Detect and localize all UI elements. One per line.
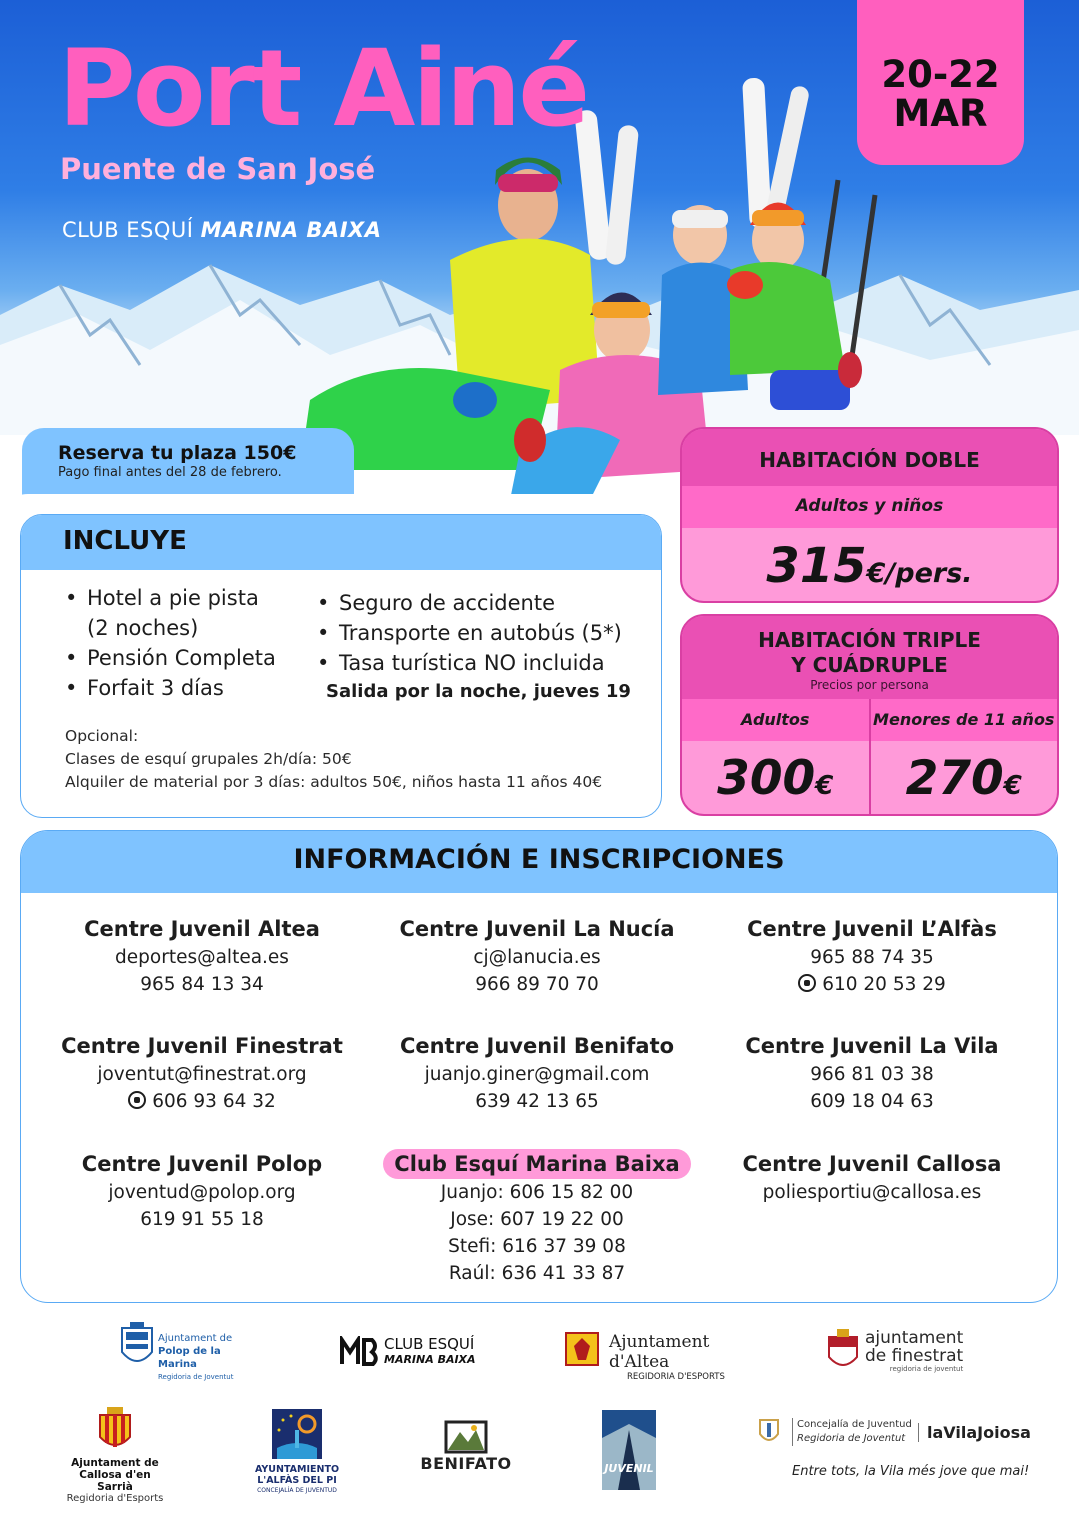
centre-phone[interactable]: 966 81 03 38: [810, 1064, 934, 1085]
triple-heading-line2: Y CUÁDRUPLE: [791, 653, 948, 677]
whatsapp-icon: [798, 974, 816, 992]
logo-text: BENIFATO: [420, 1454, 512, 1473]
la-vila-crest-icon: [758, 1418, 780, 1446]
logo-text: de finestrat: [865, 1346, 964, 1366]
date-days: 20-22: [881, 53, 1000, 96]
currency: €: [815, 771, 834, 801]
doble-heading: HABITACIÓN DOBLE: [682, 429, 1057, 486]
logo-text: Polop de la Marina: [158, 1346, 221, 1370]
kids-price: [871, 741, 1058, 816]
centre-phone[interactable]: 965 88 74 35: [810, 947, 934, 968]
centre-la-nucia: [364, 914, 710, 998]
triple-note: Precios por persona: [810, 678, 929, 692]
contact-phone[interactable]: Juanjo: 606 15 82 00: [440, 1182, 634, 1203]
logo-text: Ajuntament d'Altea: [609, 1332, 710, 1372]
info-panel: [20, 830, 1058, 1303]
centre-name: Centre Juvenil Altea: [84, 917, 320, 941]
whatsapp-number: 610 20 53 29: [822, 974, 946, 995]
logo-altea: [565, 1332, 755, 1382]
logo-text: Callosa d'en Sarrià: [79, 1469, 151, 1493]
triple-prices-row: [682, 741, 1057, 816]
callosa-shield-icon: [97, 1407, 133, 1453]
club-prefix: CLUB ESQUÍ: [62, 218, 194, 242]
logo-text: ajuntament: [865, 1328, 964, 1348]
contact-phone[interactable]: Stefi: 616 37 39 08: [448, 1236, 626, 1257]
incluye-panel: [20, 514, 662, 818]
page-title: Port Ainé: [58, 27, 588, 150]
club-name: MARINA BAIXA: [200, 218, 382, 242]
logo-callosa: [60, 1407, 170, 1504]
centre-finestrat: [29, 1031, 375, 1115]
incluye-heading: INCLUYE: [21, 515, 661, 570]
opcional-block: [65, 725, 602, 794]
centre-name: Centre Juvenil La Vila: [745, 1034, 999, 1058]
centre-phone[interactable]: 609 18 04 63: [810, 1091, 934, 1112]
logo-text: Regidoria de Joventut: [797, 1433, 906, 1444]
logo-centre-juvenil: [592, 1410, 666, 1490]
logo-club-esqui: [340, 1333, 480, 1369]
habitacion-triple-card: [680, 614, 1059, 816]
list-item: • Forfait 3 días: [65, 673, 325, 703]
contact-phone[interactable]: Raúl: 636 41 33 87: [448, 1263, 626, 1284]
centre-whatsapp[interactable]: [29, 1088, 375, 1115]
page-subtitle: Puente de San José: [60, 152, 376, 186]
juvenil-building-icon: [592, 1410, 666, 1490]
centre-club-esqui: [364, 1149, 710, 1287]
centre-whatsapp[interactable]: [699, 971, 1045, 998]
adults-label: Adultos: [682, 699, 871, 741]
opcional-label: Opcional:: [65, 727, 139, 745]
logo-text: Concejalía de Juventud: [797, 1419, 912, 1430]
centre-name: Centre Juvenil Finestrat: [61, 1034, 343, 1058]
list-item: • Seguro de accidente: [317, 588, 657, 618]
benifato-landscape-icon: [436, 1418, 496, 1454]
date-badge: [857, 0, 1024, 165]
logo-text: REGIDORIA D'ESPORTS: [627, 1372, 725, 1382]
incluye-list-1: [65, 583, 325, 703]
centre-name: Centre Juvenil L’Alfàs: [747, 917, 997, 941]
info-heading: INFORMACIÓN E INSCRIPCIONES: [21, 831, 1057, 893]
centre-benifato: [364, 1031, 710, 1115]
logo-alfas: [248, 1408, 346, 1494]
list-item: • Pensión Completa: [65, 643, 325, 673]
centre-la-vila: [699, 1031, 1045, 1115]
centre-email[interactable]: joventud@polop.org: [108, 1182, 296, 1203]
kids-price-value: 270: [905, 751, 1004, 806]
logo-polop: [120, 1322, 255, 1381]
kids-label: Menores de 11 años: [871, 699, 1058, 741]
contact-phone[interactable]: Jose: 607 19 22 00: [450, 1209, 624, 1230]
logo-text: Regidoria d'Esports: [66, 1493, 164, 1504]
logo-finestrat: [825, 1327, 975, 1375]
centre-phone[interactable]: 966 89 70 70: [475, 974, 599, 995]
finestrat-shield-icon: [825, 1327, 861, 1373]
doble-price: [682, 528, 1057, 594]
opcional-line: Alquiler de material por 3 días: adultos 50€, niños hasta 11 años 40€: [65, 773, 603, 791]
logo-text: CLUB ESQUÍ: [384, 1335, 475, 1353]
doble-sub: Adultos y niños: [682, 486, 1057, 528]
whatsapp-number: 606 93 64 32: [152, 1091, 276, 1112]
centre-phone[interactable]: 639 42 13 65: [475, 1091, 599, 1112]
logo-slogan: Entre tots, la Vila més jove que mai!: [792, 1464, 1030, 1479]
logo-text: L'ALFÀS DEL PI: [257, 1475, 337, 1486]
centre-polop: [29, 1149, 375, 1233]
date-month: MAR: [893, 91, 988, 135]
altea-crest-icon: [565, 1332, 599, 1366]
centre-name: Centre Juvenil La Nucía: [399, 917, 675, 941]
mb-monogram-icon: [340, 1336, 380, 1366]
centre-name: Centre Juvenil Callosa: [742, 1152, 1002, 1176]
logo-text: laVilaJoiosa: [918, 1423, 1031, 1442]
logo-text: Ajuntament de: [158, 1333, 233, 1344]
list-item: • Tasa turística NO incluida: [317, 648, 657, 678]
polop-shield-icon: [120, 1322, 154, 1370]
doble-price-unit: €/pers.: [866, 558, 973, 589]
triple-labels-row: [682, 699, 1057, 741]
centre-altea: [29, 914, 375, 998]
adults-price-value: 300: [717, 751, 816, 806]
whatsapp-icon: [128, 1091, 146, 1109]
list-item: • Transporte en autobús (5*): [317, 618, 657, 648]
list-item: • Hotel a pie pista: [65, 583, 325, 613]
list-item: (2 noches): [87, 616, 199, 640]
centre-email[interactable]: poliesportiu@callosa.es: [762, 1182, 982, 1203]
logo-text: JUVENIL: [604, 1462, 654, 1475]
centre-alfas: [699, 914, 1045, 998]
logo-text: regidoria de joventut: [889, 1365, 964, 1373]
centre-phone[interactable]: 619 91 55 18: [140, 1209, 264, 1230]
hero-banner: [0, 0, 1079, 500]
centre-phone[interactable]: 965 84 13 34: [140, 974, 264, 995]
doble-price-value: 315: [766, 538, 867, 594]
centre-name-highlight: Club Esquí Marina Baixa: [383, 1149, 690, 1179]
centre-email[interactable]: juanjo.giner@gmail.com: [424, 1064, 650, 1085]
centre-name: Centre Juvenil Benifato: [399, 1034, 675, 1058]
adults-price: [682, 741, 871, 816]
centre-email[interactable]: joventut@finestrat.org: [97, 1064, 307, 1085]
opcional-line: Clases de esquí grupales 2h/día: 50€: [65, 750, 352, 768]
centre-email[interactable]: cj@lanucia.es: [473, 947, 601, 968]
logo-text: Regidoria de Joventut: [158, 1373, 234, 1381]
triple-heading-line1: HABITACIÓN TRIPLE: [758, 628, 981, 652]
logo-text: MARINA BAIXA: [384, 1353, 476, 1366]
centre-callosa: [699, 1149, 1045, 1206]
logo-text: CONCEJALÍA DE JUVENTUD: [257, 1487, 337, 1494]
club-line: [62, 218, 381, 242]
centre-name: Centre Juvenil Polop: [81, 1152, 323, 1176]
logo-la-vila: [758, 1418, 1031, 1488]
alfas-emblem-icon: [271, 1408, 323, 1460]
reserva-note: Pago final antes del 28 de febrero.: [58, 465, 282, 480]
habitacion-doble-card: [680, 427, 1059, 603]
currency: €: [1003, 771, 1022, 801]
salida-note: Salida por la noche, jueves 19: [326, 681, 631, 702]
logo-benifato: [420, 1418, 512, 1476]
logo-text: AYUNTAMIENTO: [254, 1464, 340, 1475]
incluye-list-2: [317, 588, 657, 678]
logo-text: Ajuntament de: [71, 1457, 159, 1469]
triple-heading: [682, 616, 1057, 699]
centre-email[interactable]: deportes@altea.es: [115, 947, 289, 968]
reserva-title: Reserva tu plaza 150€: [58, 442, 297, 464]
